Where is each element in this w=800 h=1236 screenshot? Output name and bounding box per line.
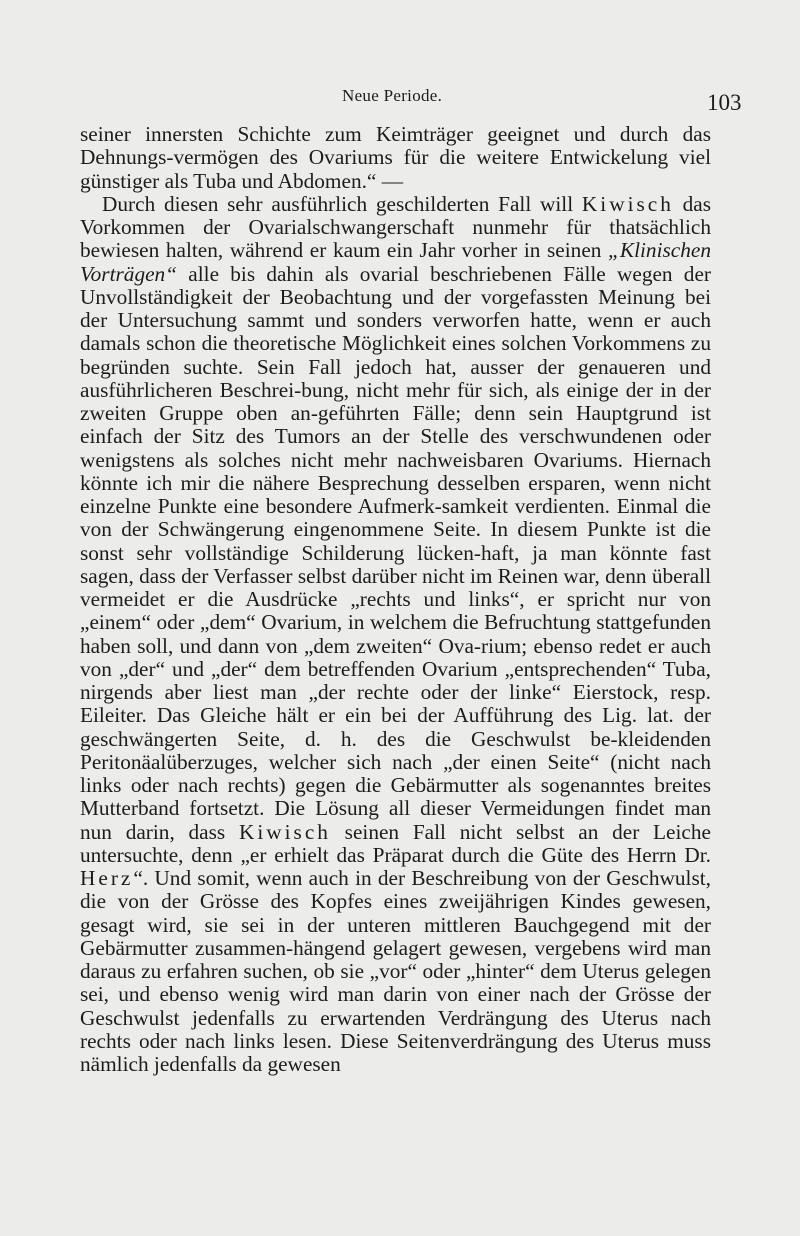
header-title: Neue Periode. (342, 86, 443, 105)
italic-title: „Klinischen Vorträgen“ (80, 238, 711, 286)
text-segment: alle bis dahin als ovarial beschriebenen Fälle wegen der Unvollständigkeit der Beobachtung und der vorgefassten Meinung bei der Untersuchung sammt und sonders verworfen hatte, wenn er auch damals schon die theoretische Möglichkeit eines solchen Vorkommens zu begründen suchte. Sein Fall jedoch hat, ausser der genaueren und ausführlicheren Beschrei-bung, nicht mehr für sich, als einige der in der zweiten Gruppe oben an-geführten Fälle; denn sein Hauptgrund ist einfach der Sitz des Tumors an der Stelle des verschwundenen oder wenigstens als solches nicht mehr nachweisbaren Ovariums. Hiernach könnte ich mir die nähere Besprechung desselben ersparen, wenn nicht einzelne Punkte eine besondere Aufmerk-samkeit verdienten. Einmal die von der Schwängerung eingenommene Seite. In diesem Punkte ist die sonst sehr vollständige Schilderung lücken-haft, ja man könnte fast sagen, dass der Verfasser selbst darüber nicht im Reinen war, denn überall vermeidet er die Ausdrücke „rechts und links“, er spricht nur von „einem“ oder „dem“ Ovarium, in welchem die Befruchtung stattgefunden haben soll, und dann von „dem zweiten“ Ova-rium; ebenso redet er auch von „der“ und „der“ dem betreffenden Ovarium „entsprechenden“ Tuba, nirgends aber liest man „der rechte oder der linke“ Eierstock, resp. Eileiter. Das Gleiche hält er ein bei der Aufführung des Lig. lat. der geschwängerten Seite, d. h. des die Geschwulst be-kleidenden Peritonäalüberzuges, welcher sich nach „der einen Seite“ (nicht nach links oder nach rechts) gegen die Gebärmutter als sogenanntes breites Mutterband fortsetzt. Die Lösung all dieser Vermeidungen findet man nun darin, dass (80, 261, 711, 844)
text-segment: seiner innersten Schichte zum Keimträger geeignet und durch das Dehnungs-vermögen des Ovariums für die weitere Entwickelung viel günstiger als Tuba und Abdomen.“ — (80, 122, 711, 193)
author-name: Kiwisch (581, 191, 674, 216)
paragraph (80, 123, 711, 193)
text-segment: seinen Fall nicht selbst an der Leiche untersuchte, denn „er erhielt das Präparat durch die Güte des Herrn Dr. (80, 819, 711, 867)
text-segment: das Vorkommen der Ovarialschwangerschaft nunmehr für thatsächlich bewiesen halten, während er kaum ein Jahr vorher in seinen (80, 191, 712, 263)
paragraph (80, 193, 711, 1077)
author-name: Kiwisch (238, 819, 331, 844)
page-number: 103 (707, 90, 742, 115)
text-segment: Durch diesen sehr ausführlich geschilderten Fall will (102, 191, 582, 216)
body-text (80, 123, 711, 1076)
running-header (0, 86, 800, 116)
person-name: Herz (80, 866, 134, 890)
text-segment: “. Und somit, wenn auch in der Beschreibung von der Geschwulst, die von der Grösse des Kopfes eines zweijährigen Kindes gewesen, gesagt wird, sie sei in der unteren mittleren Bauchgegend mit der Gebärmutter zusammen-hängend gelagert gewesen, vergebens wird man daraus zu erfahren suchen, ob sie „vor“ oder „hinter“ dem Uterus gelegen sei, und ebenso wenig wird man darin von einer nach der Grösse der Geschwulst jedenfalls zu erwartenden Verdrängung des Uterus nach rechts oder nach links lesen. Diese Seitenverdrängung des Uterus muss nämlich jedenfalls da gewesen (80, 866, 711, 1076)
